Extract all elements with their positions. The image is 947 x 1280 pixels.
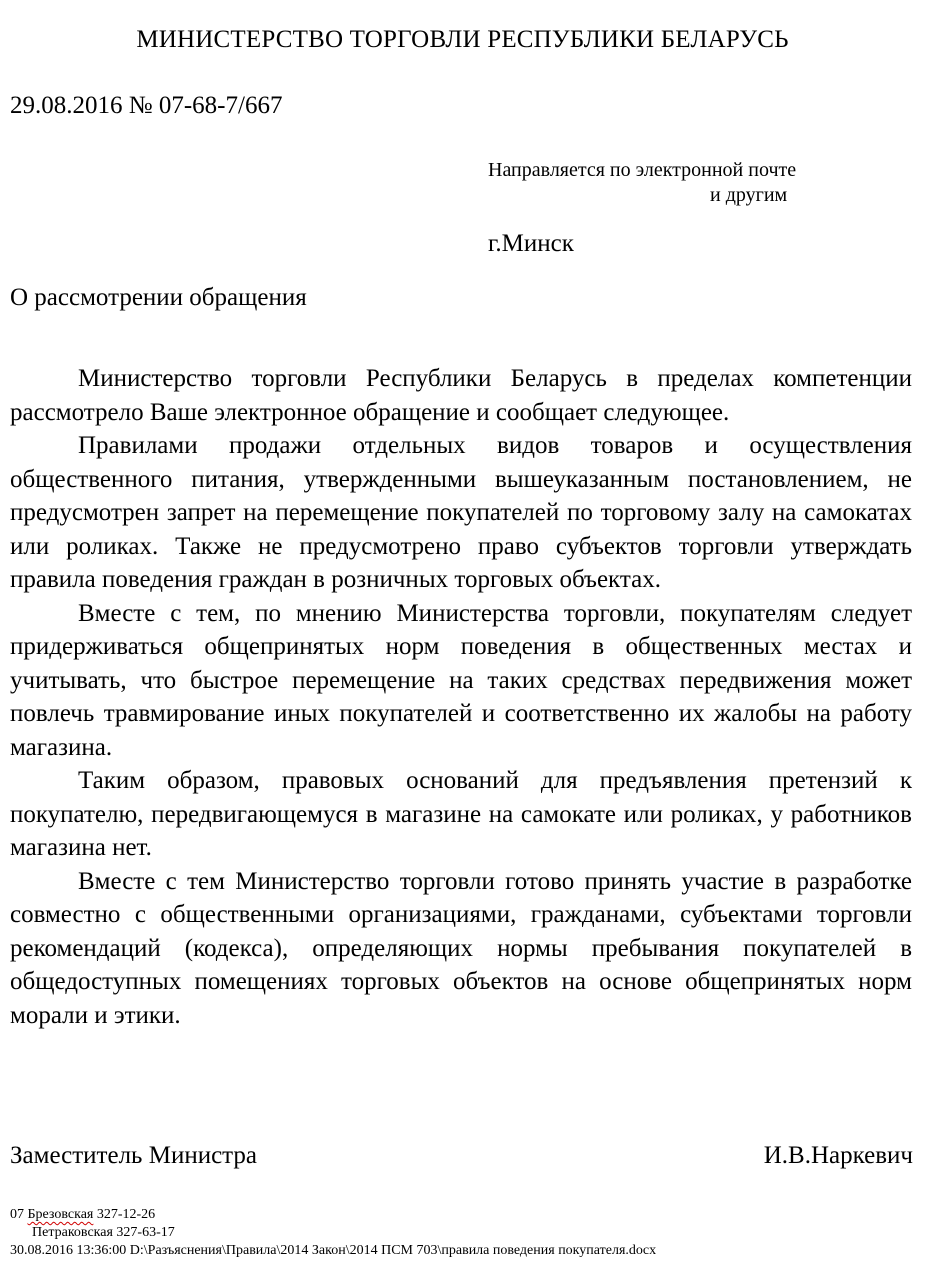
footer-code: 07	[10, 1207, 24, 1222]
registration-number: 29.08.2016 № 07-68-7/667	[10, 92, 283, 119]
footer-contact-2: Петраковская 327-63-17	[32, 1225, 175, 1240]
paragraph-4: Таким образом, правовых оснований для предъявления претензий к покупателю, передвигающемуся в магазине на самокате или роликах, у работников магазина нет.	[10, 767, 912, 861]
footer-notes	[10, 1206, 656, 1260]
paragraph-1: Министерство торговли Республики Беларусь в пределах компетенции рассмотрело Ваше электронное обращение и сообщает следующее.	[10, 365, 912, 426]
letter-body	[10, 362, 912, 1032]
addressee-line-1: Направляется по электронной почте	[488, 159, 797, 181]
ministry-header: МИНИСТЕРСТВО ТОРГОВЛИ РЕСПУБЛИКИ БЕЛАРУСЬ	[136, 26, 789, 53]
addressee-line-2: и другим	[710, 184, 788, 206]
footer-file-info: 30.08.2016 13:36:00 D:\Разъяснения\Правила\2014 Закон\2014 ПСМ 703\правила поведения покупателя.docx	[10, 1243, 657, 1258]
signature-title: Заместитель Министра	[10, 1142, 257, 1169]
paragraph-3: Вместе с тем, по мнению Министерства торговли, покупателям следует придерживаться общепринятых норм поведения в общественных местах и учитывать, что быстрое перемещение на таких средствах передвижения может повлечь травмирование иных покупателей и соответственно их жалобы на работу магазина.	[10, 599, 912, 761]
signature-name: И.В.Наркевич	[763, 1142, 913, 1169]
addressee-block	[488, 158, 796, 208]
paragraph-5: Вместе с тем Министерство торговли готово принять участие в разработке совместно с общественными организациями, гражданами, субъектами торговли рекомендаций (кодекса), определяющих нормы пребывания покупателей в общедоступных помещениях торговых объектов на основе общепринятых норм морали и этики.	[10, 867, 912, 1029]
footer-contact-1-phone: 327-12-26	[96, 1207, 156, 1222]
footer-contact-1-name: Брезовская	[27, 1207, 94, 1222]
subject-line: О рассмотрении обращения	[10, 284, 307, 311]
city: г.Минск	[488, 230, 574, 257]
paragraph-2: Правилами продажи отдельных видов товаров и осуществления общественного питания, утвержденными вышеуказанным постановлением, не предусмотрен запрет на перемещение покупателей по торговому залу на самокатах или роликах. Также не предусмотрено право субъектов торговли утверждать правила поведения граждан в розничных торговых объектах.	[10, 432, 912, 593]
footer-contact-1	[10, 1206, 656, 1224]
